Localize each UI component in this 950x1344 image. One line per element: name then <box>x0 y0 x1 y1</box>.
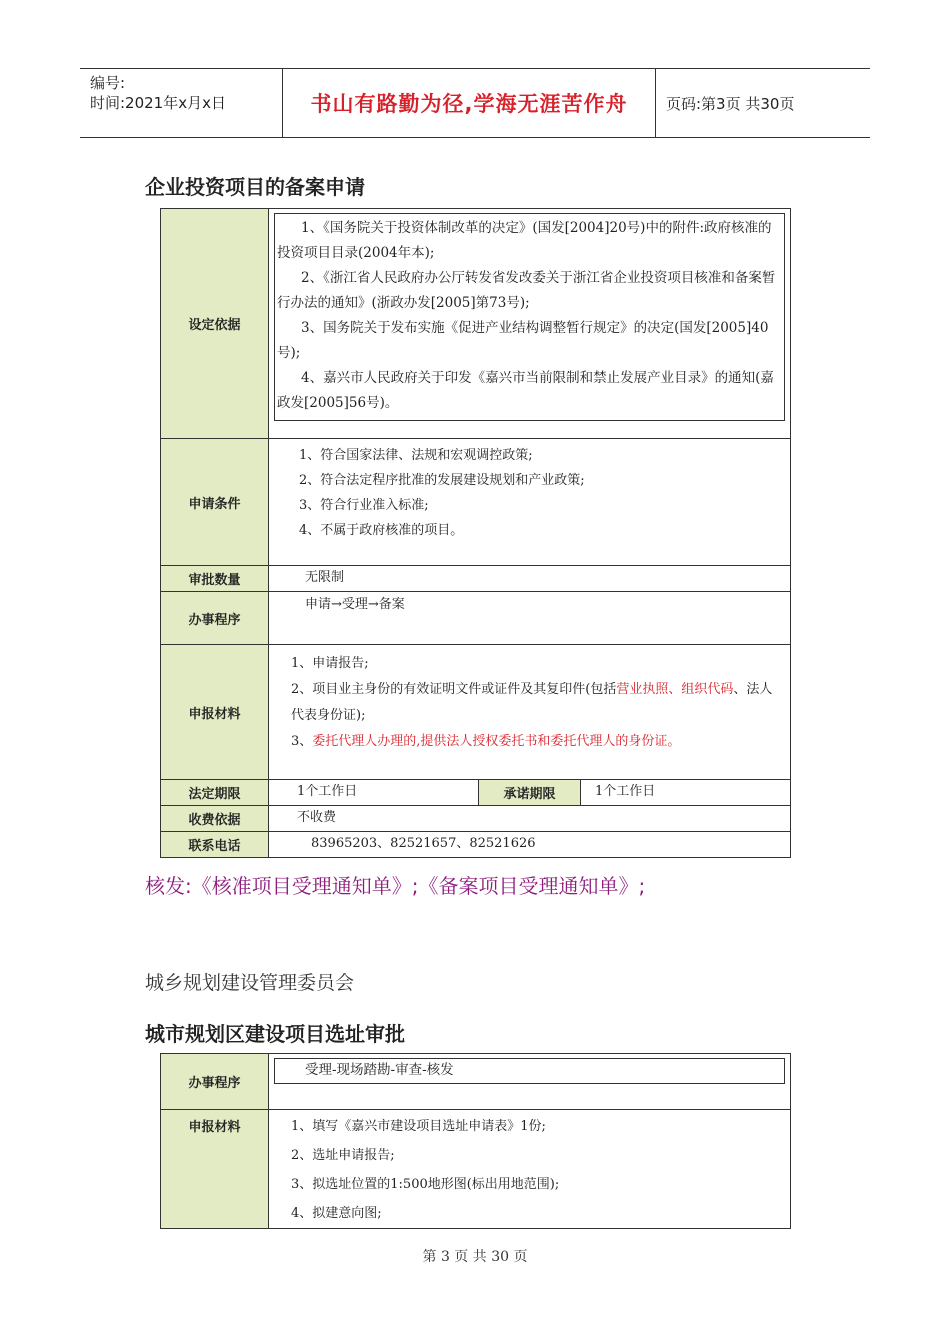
page-header <box>80 68 870 138</box>
header-page-info: 页码:第3页 共30页 <box>666 94 795 113</box>
section1-title: 企业投资项目的备案申请 <box>145 175 365 199</box>
phone-value: 83965203、82521657、82521626 <box>269 832 791 858</box>
section2-table <box>160 1053 791 1229</box>
quantity-label: 审批数量 <box>161 566 269 592</box>
legal-period-label: 法定期限 <box>161 780 269 806</box>
basis-item: 2、《浙江省人民政府办公厅转发省发改委关于浙江省企业投资项目核准和备案暂行办法的通知》(浙政办发[2005]第73号); <box>277 270 776 311</box>
basis-cell <box>269 209 791 439</box>
condition-item: 3、符合行业准入标准; <box>299 498 429 513</box>
s2-materials-label: 申报材料 <box>161 1110 269 1229</box>
material-item: 1、申请报告; <box>291 656 369 671</box>
procedure-label: 办事程序 <box>161 592 269 645</box>
material-highlight: 委托代理人办理的,提供法人授权委托书和委托代理人的身份证。 <box>312 734 681 749</box>
materials-cell <box>269 645 791 780</box>
promise-period-label: 承诺期限 <box>479 780 581 806</box>
header-time: 时间:2021年x月x日 <box>90 94 226 112</box>
page-footer: 第 3 页 共 30 页 <box>422 1249 528 1265</box>
fee-label: 收费依据 <box>161 806 269 832</box>
department-name: 城乡规划建设管理委员会 <box>145 972 355 994</box>
header-number: 编号: <box>90 74 126 92</box>
s2-procedure-value: 受理-现场踏勘-审查-核发 <box>274 1058 785 1084</box>
issue-line: 核发:《核准项目受理通知单》;《备案项目受理通知单》; <box>145 874 646 898</box>
s2-material-item: 2、选址申请报告; <box>291 1148 395 1163</box>
s2-material-item: 4、拟建意向图; <box>291 1206 382 1221</box>
header-motto: 书山有路勤为径,学海无涯苦作舟 <box>282 69 656 137</box>
condition-item: 1、符合国家法律、法规和宏观调控政策; <box>299 448 533 463</box>
header-meta <box>80 69 282 137</box>
promise-period-value: 1个工作日 <box>581 780 791 806</box>
basis-label: 设定依据 <box>161 209 269 439</box>
materials-label: 申报材料 <box>161 645 269 780</box>
condition-item: 4、不属于政府核准的项目。 <box>299 523 464 538</box>
section2-title: 城市规划区建设项目选址审批 <box>145 1022 405 1046</box>
section1-table <box>160 208 791 858</box>
s2-materials-cell <box>269 1110 791 1229</box>
s2-material-item: 3、拟选址位置的1:500地形图(标出用地范围); <box>291 1177 560 1192</box>
basis-item: 1、《国务院关于投资体制改革的决定》(国发[2004]20号)中的附件:政府核准的投资项目目录(2004年本); <box>277 220 772 261</box>
basis-box <box>274 213 785 421</box>
material-item: 2、项目业主身份的有效证明文件或证件及其复印件(包括营业执照、组织代码、法人代表身份证); <box>291 682 773 723</box>
condition-item: 2、符合法定程序批准的发展建设规划和产业政策; <box>299 473 585 488</box>
material-item: 3、委托代理人办理的,提供法人授权委托书和委托代理人的身份证。 <box>291 734 681 749</box>
phone-label: 联系电话 <box>161 832 269 858</box>
conditions-cell <box>269 439 791 566</box>
basis-item: 3、国务院关于发布实施《促进产业结构调整暂行规定》的决定(国发[2005]40号); <box>277 320 769 361</box>
procedure-value: 申请→受理→备案 <box>269 592 791 645</box>
conditions-label: 申请条件 <box>161 439 269 566</box>
fee-value: 不收费 <box>269 806 791 832</box>
s2-procedure-cell <box>269 1054 791 1110</box>
quantity-value: 无限制 <box>269 566 791 592</box>
basis-item: 4、嘉兴市人民政府关于印发《嘉兴市当前限制和禁止发展产业目录》的通知(嘉政发[2005]56号)。 <box>277 370 774 411</box>
s2-procedure-label: 办事程序 <box>161 1054 269 1110</box>
material-highlight: 营业执照、组织代码 <box>616 682 734 697</box>
legal-period-value: 1个工作日 <box>269 780 479 806</box>
s2-material-item: 1、填写《嘉兴市建设项目选址申请表》1份; <box>291 1119 546 1134</box>
